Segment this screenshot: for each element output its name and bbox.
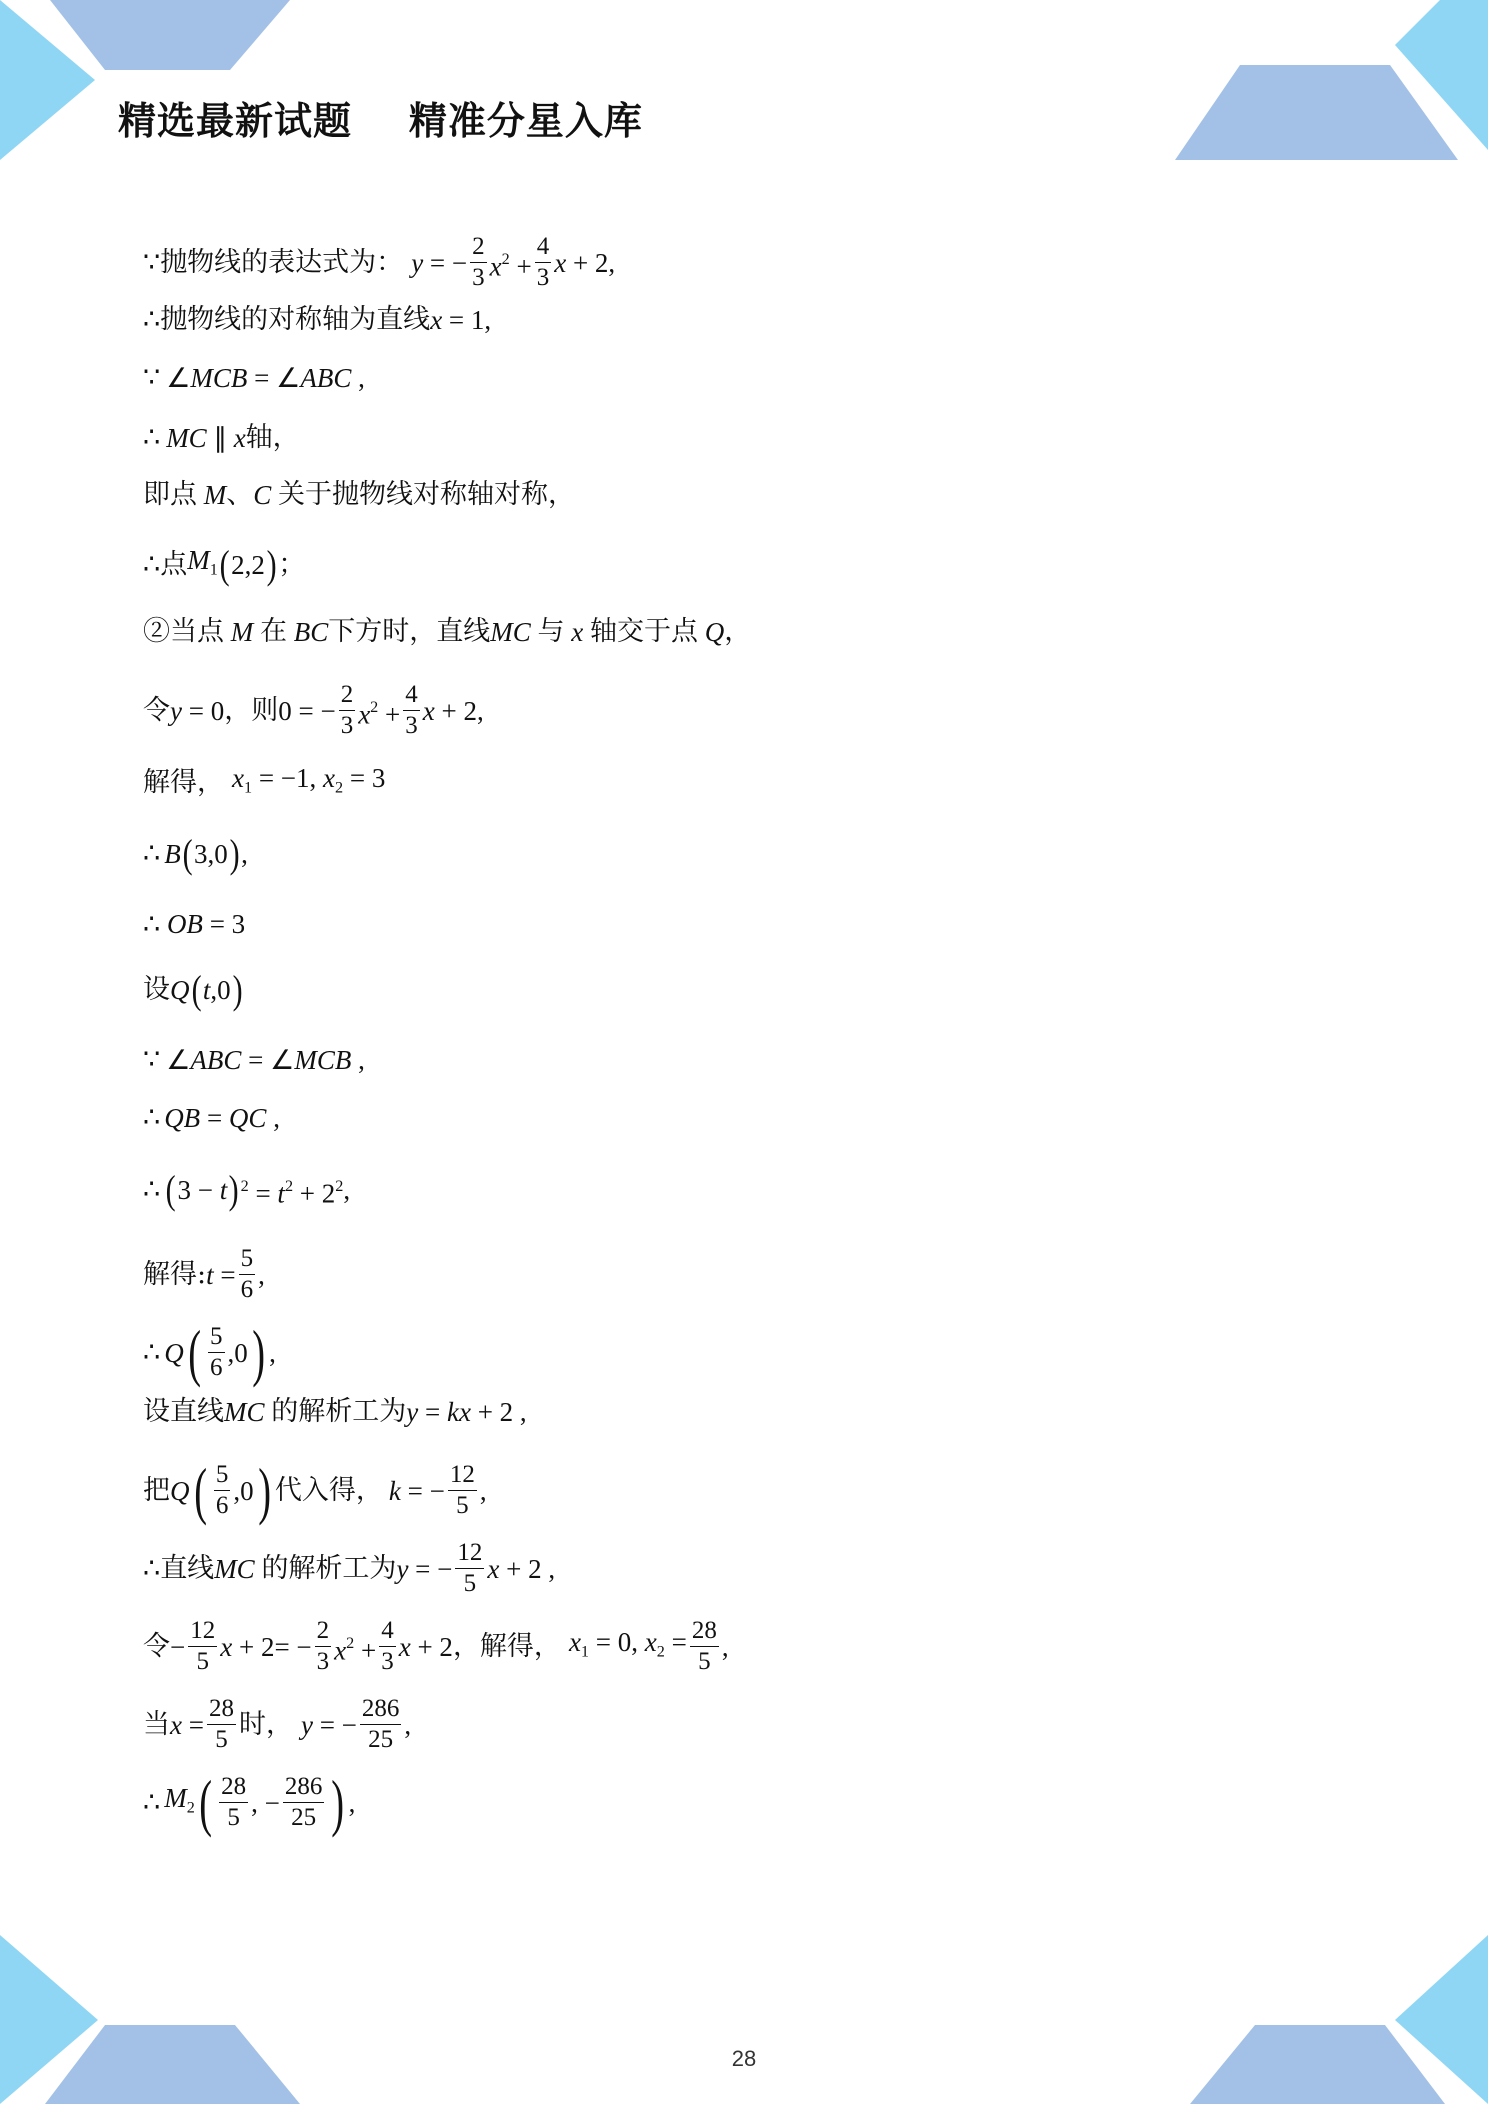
solution-line: 解得: t = $\frac{5}{6}$ , (143, 1245, 265, 1303)
solution-line: ∵ ∠ABC = ∠MCB , (143, 1044, 365, 1075)
solution-line: 令 y = 0 ，则 0 = − $\frac{2}{3}$ $x^2$ + $\frac{4}{3}$ x + 2 , (143, 681, 484, 739)
solution-line: ∴ OB = 3 (143, 909, 246, 939)
page-number: 28 (731, 2046, 757, 2071)
solution-line: ∴ B ( 3,0 ) , (143, 831, 248, 876)
solution-line: ②当点 M 在 BC 下方时，直线 MC 与 x 轴交于点 Q ， (143, 616, 752, 647)
solution-line: ∴ ( 3 − t ) $^2 = t^2 + 2^2$ , (143, 1166, 351, 1212)
solution-line: 当 x = $\frac{28}{5}$ 时， y = − $\frac{286}{25}$ , (143, 1695, 412, 1753)
solution-line: ∴ QB = QC , (143, 1102, 280, 1133)
solution-line: ∴ $M_2$ ( $\frac{28}{5}$ , − $\frac{286}{25}$ ) , (143, 1766, 356, 1838)
solution-line: 设直线 MC 的解析工为 y = kx + 2 , (143, 1396, 527, 1427)
solution-line: ∵ ∠MCB = ∠ABC , (143, 362, 365, 393)
solution-line: ∴ 直线 MC 的解析工为 y = − $\frac{12}{5}$ x + 2 , (143, 1539, 556, 1597)
top-right-trapezoid (1175, 65, 1458, 160)
solution-line: ∴ 抛物线的对称轴为直线 x = 1 , (143, 304, 492, 335)
solution-line: 把 Q ( $\frac{5}{6}$ ,0 ) 代入得， k = − $\frac{12}{5}$ , (143, 1454, 487, 1526)
solution-line: 设 Q ( t ,0 ) (143, 967, 243, 1012)
solution-line: ∴ Q ( $\frac{5}{6}$ ,0 ) , (143, 1316, 276, 1388)
solution-line: 解得， $x_1 = -1$, $x_2 = 3$ (143, 763, 386, 798)
top-left-trapezoid (50, 0, 290, 70)
solution-line: ∴ 点 $M_1$ ( 2,2 ) ； (143, 541, 306, 587)
solution-line: ∴ MC ∥ x 轴， (143, 422, 300, 453)
header-title: 精选最新试题 精准分星入库 (118, 99, 643, 143)
solution-line: 令 − $\frac{12}{5}$ x + 2= − $\frac{2}{3}$ $x^2$ + $\frac{4}{3}$ x + 2 ，解得， $x_1 = 0$, $x_2$ = $\frac{28}{5}$ , (143, 1617, 729, 1675)
solution-line: ∵ 抛物线的表达式为： y = − $\frac{2}{3}$ $x^2$ + $\frac{4}{3}$ x + 2 , (143, 233, 616, 291)
solution-line: 即点 M 、 C 关于抛物线对称轴对称， (143, 479, 576, 510)
